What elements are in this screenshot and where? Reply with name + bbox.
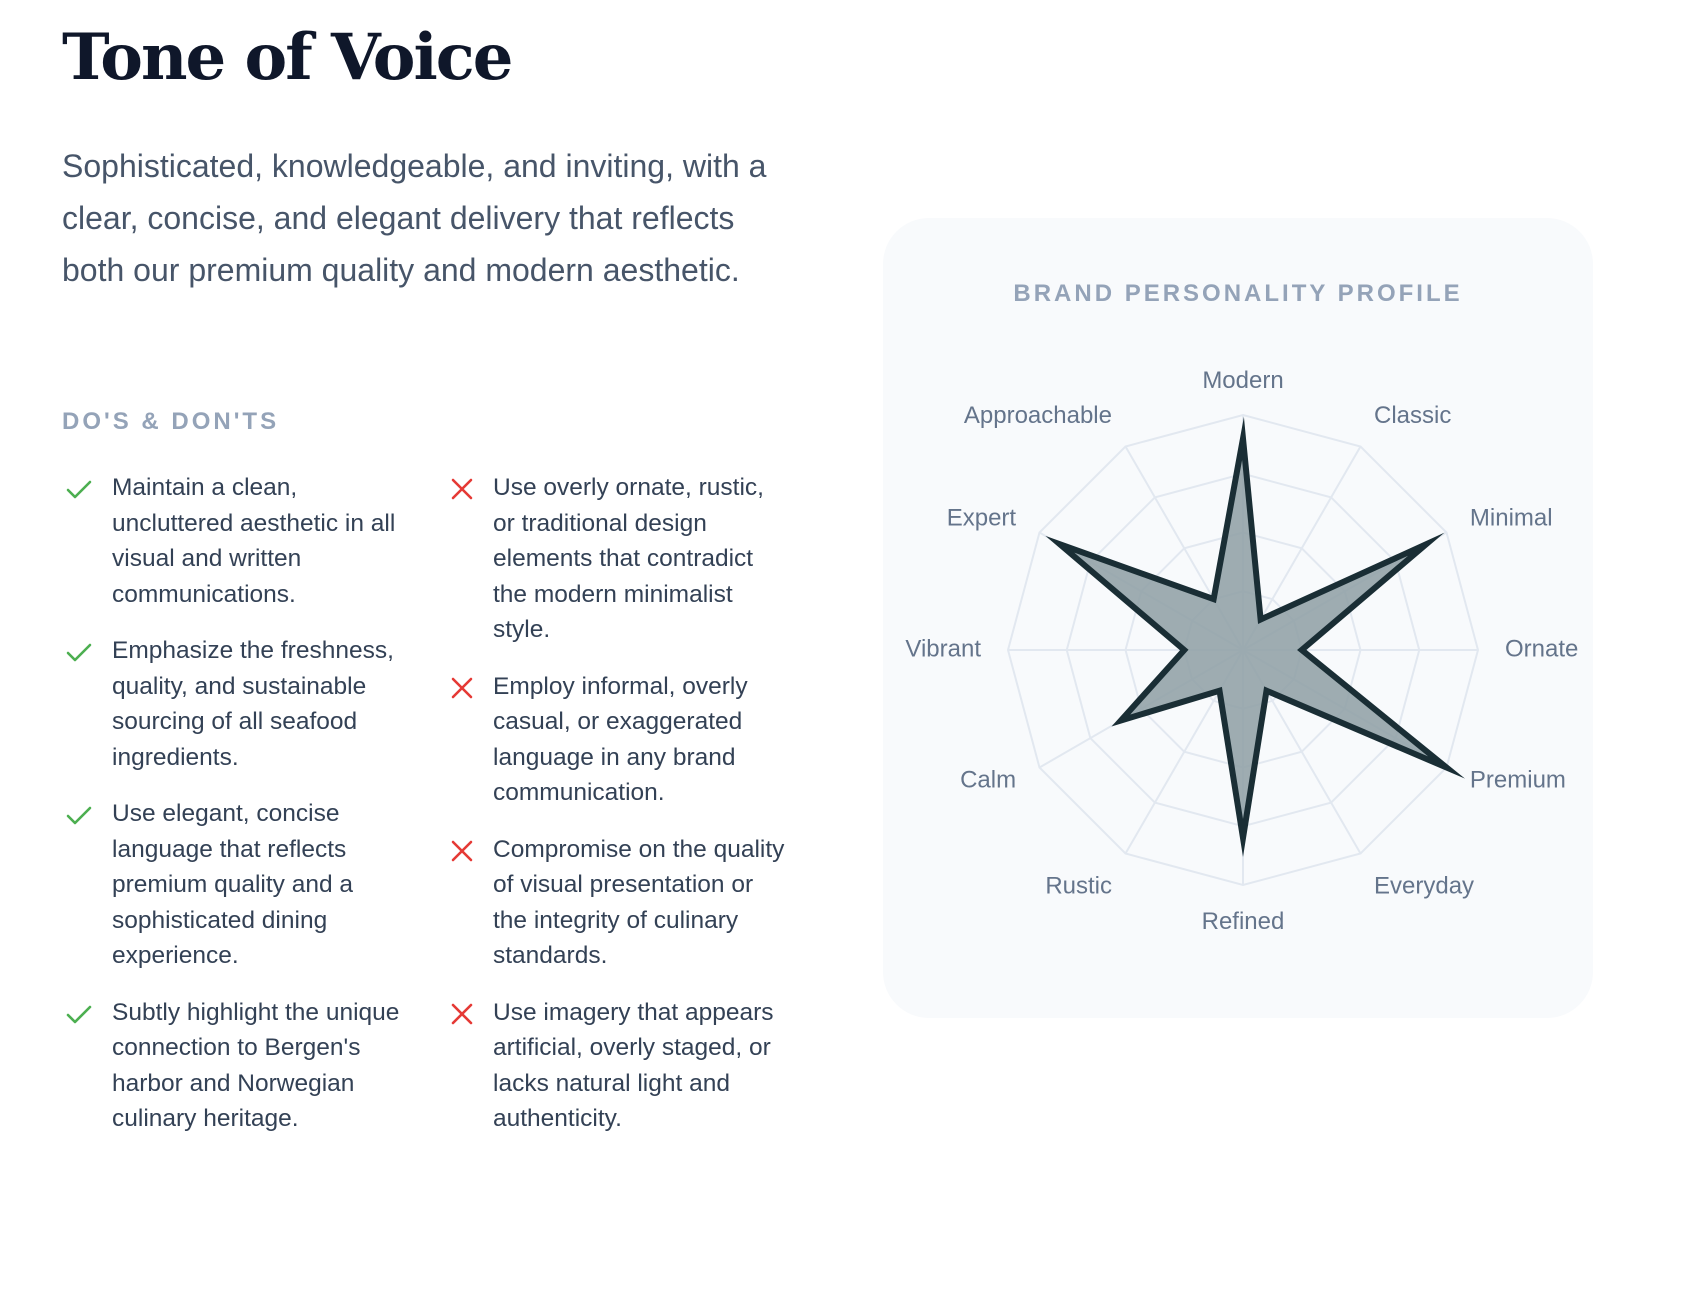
do-item bbox=[62, 633, 402, 775]
dont-item bbox=[445, 470, 790, 648]
radar-axis-label: Rustic bbox=[1045, 872, 1112, 900]
dont-item-text: Compromise on the quality of visual presentation or the integrity of culinary standards. bbox=[493, 835, 785, 969]
check-icon bbox=[66, 802, 92, 828]
do-item bbox=[62, 796, 402, 974]
check-icon bbox=[66, 476, 92, 502]
brand-personality-card bbox=[883, 218, 1593, 1018]
radar-axis-label: Ornate bbox=[1505, 635, 1579, 663]
do-item-text: Subtly highlight the unique connection to Bergen's harbor and Norwegian culinary heritage. bbox=[112, 998, 400, 1132]
do-item bbox=[62, 470, 402, 612]
radar-axis-label: Premium bbox=[1469, 766, 1566, 794]
intro-text: Sophisticated, knowledgeable, and inviting, with a clear, concise, and elegant delivery that reflects both our premium quality and modern aesthetic. bbox=[62, 148, 767, 288]
dont-item-text: Employ informal, overly casual, or exaggerated language in any brand communication. bbox=[493, 672, 748, 806]
radar-chart-container bbox=[905, 358, 1579, 958]
radar-axis-label: Modern bbox=[1202, 367, 1284, 394]
radar-chart bbox=[905, 358, 1579, 958]
cross-icon bbox=[449, 476, 475, 502]
dos-donts-heading: DO'S & DON'TS bbox=[62, 408, 280, 435]
do-item-text: Use elegant, concise language that reflects premium quality and a sophisticated dining experience. bbox=[112, 800, 354, 969]
cross-icon bbox=[449, 675, 475, 701]
radar-axis-label: Approachable bbox=[963, 402, 1112, 430]
radar-axis-label: Everyday bbox=[1374, 872, 1475, 900]
check-icon bbox=[66, 1001, 92, 1027]
dont-item bbox=[445, 995, 790, 1137]
do-item-text: Emphasize the freshness, quality, and sustainable sourcing of all seafood ingredients. bbox=[112, 637, 394, 771]
radar-axis-label: Classic bbox=[1374, 402, 1452, 430]
cross-icon bbox=[449, 1001, 475, 1027]
page-title: Tone of Voice bbox=[62, 20, 512, 95]
do-item-text: Maintain a clean, uncluttered aesthetic in all visual and written communications. bbox=[112, 474, 396, 608]
radar-axis-label: Refined bbox=[1201, 907, 1285, 935]
dont-item-text: Use overly ornate, rustic, or traditional design elements that contradict the modern minimalist style. bbox=[493, 474, 764, 643]
do-item bbox=[62, 995, 402, 1137]
radar-axis-label: Expert bbox=[946, 504, 1017, 532]
check-icon bbox=[66, 639, 92, 665]
radar-axis-label: Vibrant bbox=[905, 635, 981, 663]
dont-item bbox=[445, 669, 790, 811]
radar-series bbox=[1060, 439, 1447, 839]
dos-list bbox=[62, 470, 402, 1158]
dont-item bbox=[445, 832, 790, 974]
chart-title: BRAND PERSONALITY PROFILE bbox=[1013, 280, 1463, 307]
donts-list bbox=[445, 470, 790, 1158]
cross-icon bbox=[449, 838, 475, 864]
radar-axis-label: Calm bbox=[960, 766, 1017, 794]
radar-axis-label: Minimal bbox=[1469, 504, 1553, 532]
dont-item-text: Use imagery that appears artificial, overly staged, or lacks natural light and authenticity. bbox=[493, 998, 774, 1132]
radar-series-area bbox=[1060, 439, 1447, 839]
